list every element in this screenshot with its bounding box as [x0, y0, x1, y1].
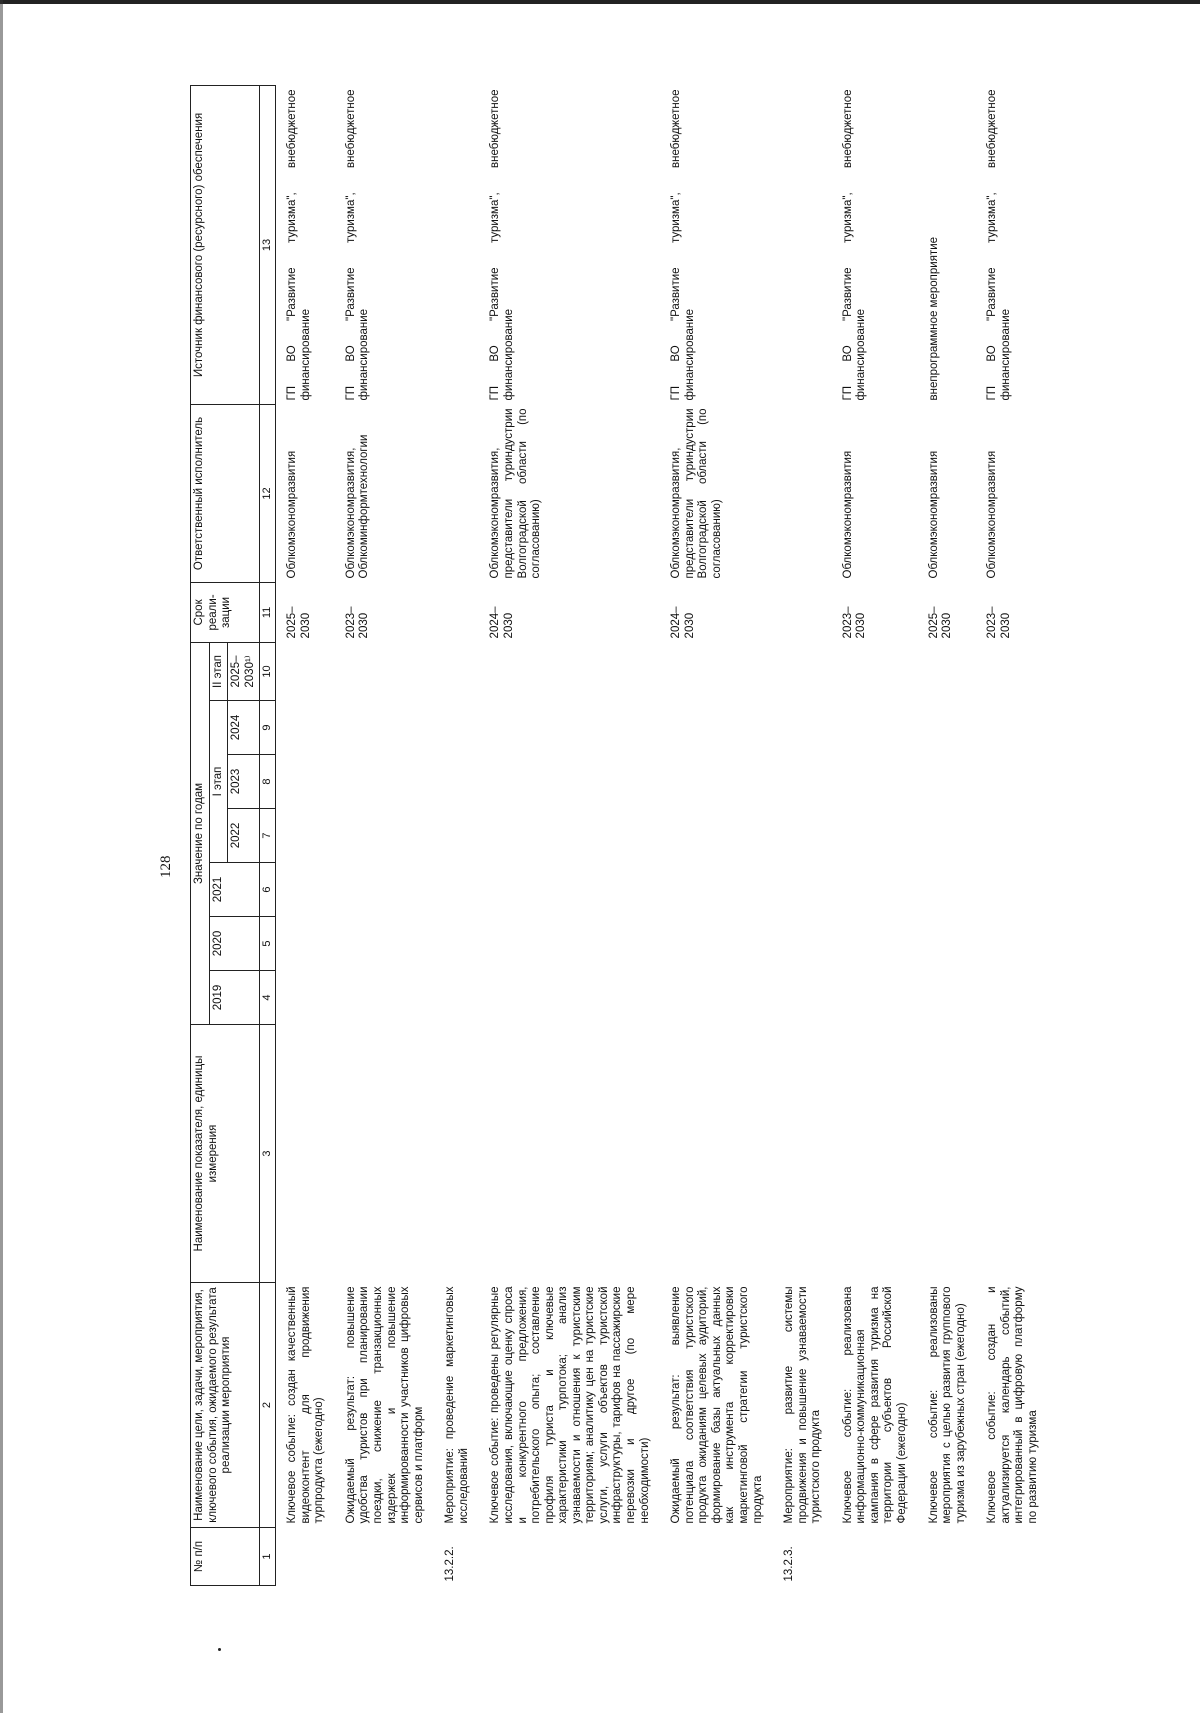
- row-source: внепрограммное мероприятие: [927, 236, 940, 401]
- header-year-2025-2030: 2025–2030¹⁾: [228, 642, 260, 700]
- row-executor: [773, 404, 832, 582]
- col-number: 12: [260, 404, 276, 582]
- col-number: 13: [260, 85, 276, 404]
- row-num: 13.2.3.: [783, 1546, 796, 1582]
- row-source: ГП ВО "Развитие туризма", внебюджетное финансирование: [670, 89, 696, 401]
- table-row: [832, 85, 918, 1585]
- row-term: 2025–2030: [286, 606, 312, 639]
- header-term: Срок реали-зации: [191, 582, 260, 642]
- row-source: [434, 85, 479, 404]
- header-num: № п/п: [191, 1528, 260, 1586]
- header-source: Источник финансового (ресурсного) обеспечения: [191, 85, 260, 404]
- row-term: [434, 582, 479, 642]
- row-name: Ключевое событие: создан качественный видеоконтент для продвижения турпродукта (ежегодно): [286, 1286, 326, 1524]
- col-number: 2: [260, 1283, 276, 1528]
- header-year-2022: 2022: [228, 809, 260, 863]
- row-name: Мероприятие: развитие системы продвижения и повышение узнаваемости туристского продукта: [783, 1286, 823, 1524]
- row-term: 2024–2030: [489, 606, 515, 639]
- row-num: [832, 1528, 918, 1586]
- table-row: [660, 85, 773, 1585]
- row-name: Ожидаемый результат: повышение удобства туристов при планировании поездки, снижение транзакционных издержек и повышение информированности участников цифровых сервисов и платформ: [344, 1286, 425, 1524]
- table-body: [276, 85, 1049, 1585]
- row-num: [918, 1528, 977, 1586]
- header-year-2020: 2020: [209, 917, 260, 971]
- header-year-2019: 2019: [209, 971, 260, 1025]
- row-name: Мероприятие: проведение маркетинговых исследований: [444, 1286, 470, 1524]
- col-number: 6: [260, 863, 276, 917]
- row-term: 2023–2030: [986, 606, 1012, 639]
- row-executor: Облкомэкономразвития, представители туриндустрии Волгоградской области (по согласованию): [489, 408, 543, 579]
- scan-left-edge: [0, 0, 3, 1713]
- table-row: [434, 85, 479, 1585]
- row-source: ГП ВО "Развитие туризма", внебюджетное финансирование: [841, 89, 868, 401]
- row-term: 2024–2030: [670, 606, 696, 639]
- table-row: [918, 85, 977, 1585]
- row-executor: Облкомэкономразвития, Облкоминформтехнологии: [344, 434, 371, 579]
- row-name: Ключевое событие: проведены регулярные исследования, включающие оценку спроса и конкурентного предложения, потребительского опыта; составление профиля туриста и ключевые характеристики турпотока; анализ узнаваемости и отношения к туристским территориям; аналитику цен на туристские услуги, услуги объектов туристской инфраструктуры, тарифов на пассажирские перевозки и другое (по мере необходимости): [489, 1286, 651, 1524]
- row-source: ГП ВО "Развитие туризма", внебюджетное финансирование: [986, 89, 1012, 401]
- row-executor: Облкомэкономразвития: [841, 450, 854, 579]
- row-num: [276, 1528, 335, 1586]
- col-number: 1: [260, 1528, 276, 1586]
- row-name: Ключевое событие: реализована информационно-коммуникационная кампания в сфере развития туризма на территории субъектов Российской Федерации (ежегодно): [841, 1286, 909, 1524]
- row-num: [660, 1528, 773, 1586]
- header-year-2021: 2021: [209, 863, 260, 917]
- header-indicator: Наименование показателя, единицы измерения: [191, 1025, 260, 1283]
- table-row: [773, 85, 832, 1585]
- header-values-by-year: Значение по годам: [191, 642, 210, 1024]
- row-num: [479, 1528, 660, 1586]
- row-term: [773, 582, 832, 642]
- col-number: 3: [260, 1025, 276, 1283]
- table-row: [479, 85, 660, 1585]
- program-table: [190, 85, 1049, 1586]
- header-stage-2: II этап: [209, 642, 228, 700]
- col-number: 8: [260, 755, 276, 809]
- row-executor: Облкомэкономразвития: [286, 450, 299, 579]
- row-name: Ключевое событие: создан и актуализируется календарь событий, интегрированный в цифровую платформу по развитию туризма: [986, 1286, 1039, 1524]
- col-number: 9: [260, 701, 276, 755]
- table-row: [335, 85, 434, 1585]
- header-executor: Ответственный исполнитель: [191, 404, 260, 582]
- row-term: 2023–2030: [344, 606, 371, 639]
- rotated-landscape-content: [150, 66, 1050, 1646]
- col-number: 10: [260, 642, 276, 700]
- page-number: 128: [158, 855, 174, 878]
- row-num: [976, 1528, 1048, 1586]
- row-executor: Облкомэкономразвития, представители туриндустрии Волгоградской области (по согласованию): [670, 408, 723, 579]
- header-name: Наименование цели, задачи, мероприятия, ключевого события, ожидаемого результата реализации мероприятия: [191, 1283, 260, 1528]
- col-number: 7: [260, 809, 276, 863]
- row-term: 2025–2030: [927, 606, 954, 639]
- row-source: [773, 85, 832, 404]
- row-term: 2023–2030: [841, 606, 868, 639]
- row-executor: Облкомэкономразвития: [986, 450, 999, 579]
- col-number: 5: [260, 917, 276, 971]
- row-executor: [434, 404, 479, 582]
- header-year-2024: 2024: [228, 701, 260, 755]
- row-num: [335, 1528, 434, 1586]
- row-num: 13.2.2.: [444, 1546, 457, 1582]
- row-source: ГП ВО "Развитие туризма", внебюджетное финансирование: [286, 89, 312, 401]
- row-source: ГП ВО "Развитие туризма", внебюджетное финансирование: [344, 89, 371, 401]
- col-number: 11: [260, 582, 276, 642]
- row-name: Ключевое событие: реализованы мероприятия с целью развития группового туризма из зарубежных стран (ежегодно): [927, 1286, 967, 1524]
- row-name: Ожидаемый результат: выявление потенциала соответствия туристского продукта ожиданиям целевых аудиторий, формирование базы актуальных данных как инструмента корректировки маркетинговой стратегии туристского продукта: [670, 1286, 764, 1524]
- table-row: [976, 85, 1048, 1585]
- header-year-2023: 2023: [228, 755, 260, 809]
- row-source: ГП ВО "Развитие туризма", внебюджетное финансирование: [489, 89, 515, 401]
- col-number: 4: [260, 971, 276, 1025]
- header-stage-1: I этап: [209, 701, 228, 863]
- row-executor: Облкомэкономразвития: [927, 450, 940, 579]
- table-row: [276, 85, 335, 1585]
- scan-speck: [218, 1648, 221, 1651]
- scan-top-edge: [0, 0, 1200, 4]
